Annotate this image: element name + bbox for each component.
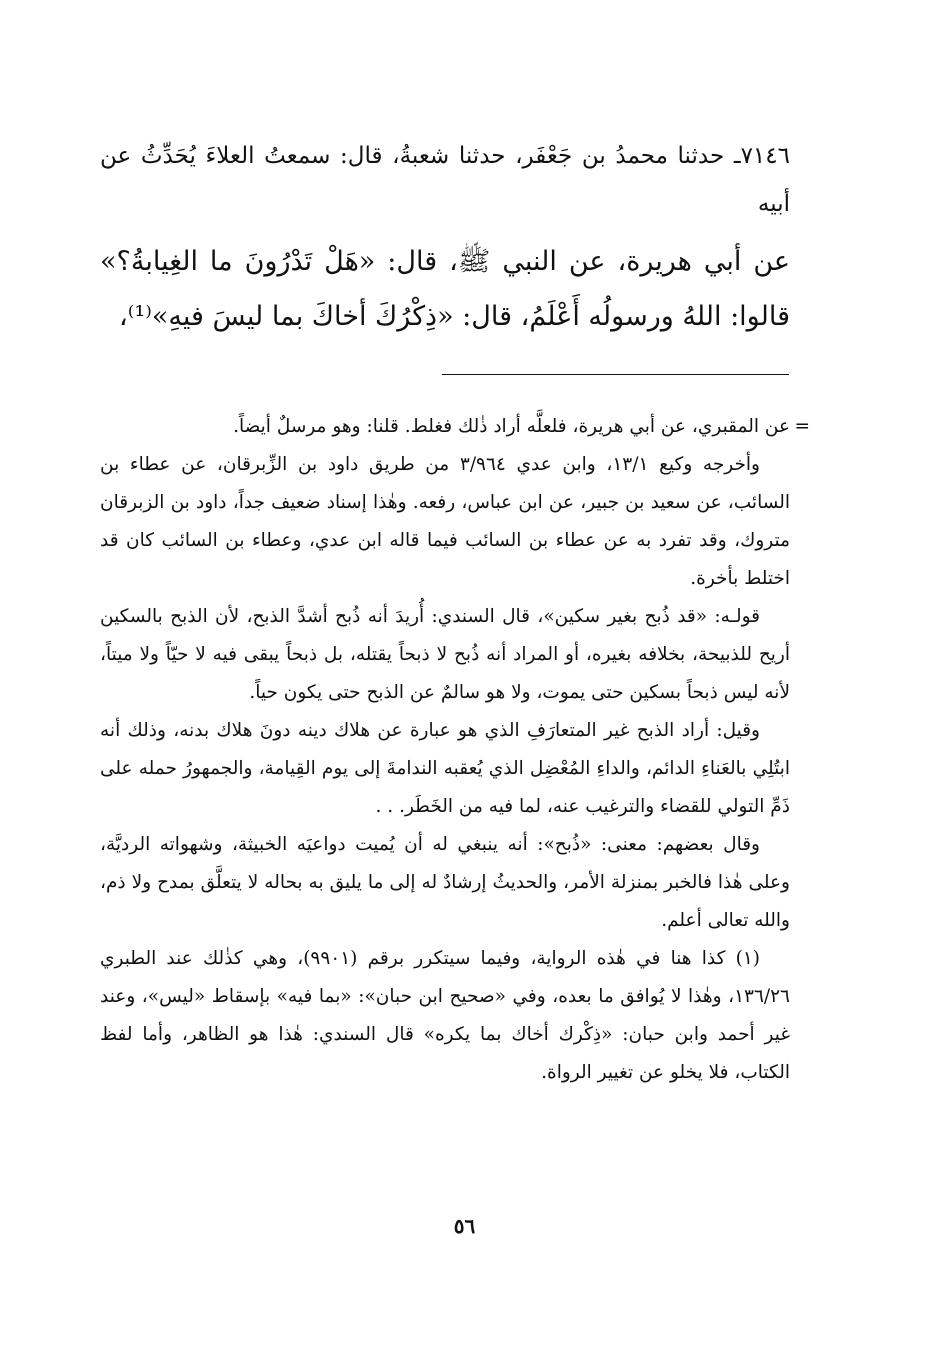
footnote-paragraph: وقال بعضهم: معنى: «ذُبح»: أنه ينبغي له أن يُميت دواعيَه الخبيثة، وشهواته الرديَّة، وعلى هٰذا فالخبر بمنزلة الأمر، والحديثُ إرشادٌ له إلى ما يليق به بحاله لا يتعلَّق بمدح ولا ذم، والله تعالى أعلم. <box>100 834 790 931</box>
page-number: ٥٦ <box>453 1214 476 1238</box>
footnote-continuation-mark: = <box>794 416 810 437</box>
hadith-isnad: ٧١٤٦ـ حدثنا محمدُ بن جَعْفَر، حدثنا شعبةُ، قال: سمعتُ العلاءَ يُحَدِّثُ عن أبيه <box>100 143 790 217</box>
footnotes <box>100 408 810 1092</box>
hadith-text <box>100 132 790 344</box>
footnote-paragraph: قولـه: «قد ذُبح بغير سكين»، قال السندي: أُريدَ أنه ذُبح أشدَّ الذبح، لأن الذبح بالسكين أريح للذبيحة، بخلافه بغيره، أو المراد أنه ذُبح لا ذبحاً يقتله، بل ذبحاً يبقى فيه لا حيّاً ولا ميتاً، لأنه ليس ذبحاً بسكين حتى يموت، ولا هو سالمٌ عن الذبح حتى يكون حياً. <box>100 606 790 703</box>
footnote-separator <box>442 374 789 375</box>
footnote-paragraph: وقيل: أراد الذبح غير المتعارَفِ الذي هو عبارة عن هلاك دينه دونَ هلاك بدنه، وذلك أنه ابتُلِي بالعَناءِ الدائم، والداءِ المُعْضِل الذي يُعقبه الندامةَ إلى يوم القِيامة، والجمهورُ حمله على ذَمِّ التولي للقضاء والترغيب عنه، لما فيه من الخَطَر. . . <box>100 720 790 817</box>
footnote-paragraph: وأخرجه وكيع ١٣/١، وابن عدي ٣/٩٦٤ من طريق داود بن الزِّبرقان، عن عطاء بن السائب، عن سعيد بن جبير، عن ابن عباس، رفعه. وهٰذا إسناد ضعيف جداً، داود بن الزبرقان متروك، وقد تفرد به عن عطاء بن السائب فيما قاله ابن عدي، وعطاء بن السائب كان قد اختلط بأخرة. <box>100 454 790 589</box>
hadith-matn: عن أبي هريرة، عن النبي ﷺ، قال: «هَلْ تَدْرُونَ ما الغِيابةُ؟» قالوا: اللهُ ورسولُه أَعْلَمُ، قال: «ذِكْرُكَ أخاكَ بما ليسَ فيهِ»⁽¹⁾، <box>100 246 790 332</box>
footnote-paragraph: عن المقبري، عن أبي هريرة، فلعلَّه أراد ذٰلك فغلط. قلنا: وهو مرسلٌ أيضاً. <box>233 416 790 437</box>
footnote-paragraph: (١) كذا هنا في هٰذه الرواية، وفيما سيتكرر برقم (٩٩٠١)، وهي كذٰلك عند الطبري ١٣٦/٢٦، وهٰذا لا يُوافق ما بعده، وفي «صحيح ابن حبان»: «بما فيه» بإسقاط «ليس»، وعند غير أحمد وابن حبان: «ذِكْرك أخاك بما يكره» قال السندي: هٰذا هو الظاهر، وأما لفظ الكتاب، فلا يخلو عن تغيير الرواة. <box>100 948 790 1083</box>
